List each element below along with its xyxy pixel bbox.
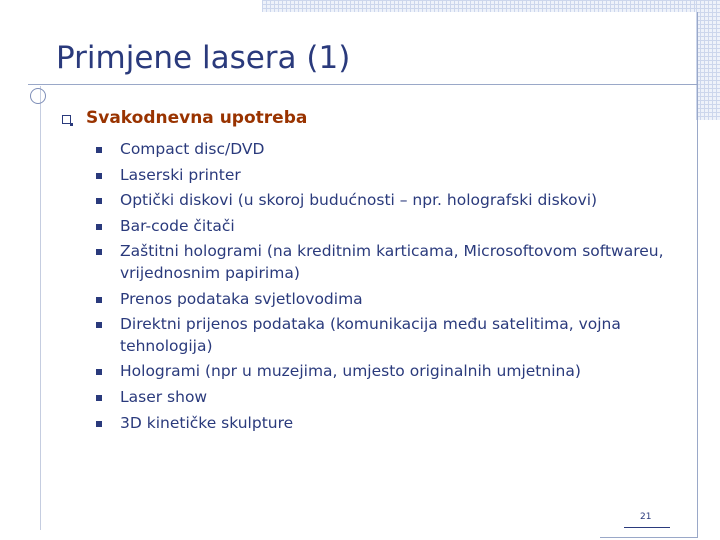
- bullet-list: [96, 137, 696, 436]
- square-bullet-icon: [96, 173, 102, 179]
- list-item: [96, 411, 696, 437]
- list-item-text: Hologrami (npr u muzejima, umjesto originalnih umjetnina): [120, 362, 581, 381]
- list-item: [96, 163, 696, 189]
- page-number-underline: [624, 527, 670, 528]
- square-bullet-icon: [96, 198, 102, 204]
- list-item: [96, 312, 696, 359]
- checkbox-bullet-icon: [62, 115, 71, 124]
- square-bullet-icon: [96, 297, 102, 303]
- list-item-text: Prenos podataka svjetlovodima: [120, 289, 363, 308]
- list-item-text: Compact disc/DVD: [120, 140, 265, 158]
- square-bullet-icon: [96, 369, 102, 375]
- list-item-text: 3D kinetičke skulpture: [120, 413, 294, 432]
- list-item: [96, 239, 696, 286]
- list-item: [96, 359, 696, 385]
- list-item-text: Direktni prijenos podataka (komunikacija među satelitima, vojna tehnologija): [120, 315, 621, 355]
- square-bullet-icon: [96, 249, 102, 255]
- crosshair-icon: [30, 88, 46, 104]
- list-item-text: Zaštitni hologrami (na kreditnim karticama, Microsoftovom softwareu, vrijednosnim papirima): [120, 242, 664, 282]
- list-item-text: Bar-code čitači: [120, 216, 235, 235]
- list-item: [96, 287, 696, 313]
- frame-line-bottom: [600, 537, 698, 538]
- square-bullet-icon: [96, 224, 102, 230]
- page-number: 21: [640, 512, 652, 522]
- square-bullet-icon: [96, 395, 102, 401]
- list-item: [96, 188, 696, 214]
- list-item: [96, 385, 696, 411]
- frame-line-right: [697, 12, 698, 538]
- list-item-text: Laserski printer: [120, 165, 241, 184]
- list-item-text: Laser show: [120, 387, 208, 406]
- square-bullet-icon: [96, 322, 102, 328]
- slide-title: Primjene lasera (1): [56, 40, 351, 76]
- square-bullet-icon: [96, 421, 102, 427]
- section-heading: Svakodnevna upotreba: [86, 108, 308, 128]
- list-item: [96, 137, 696, 163]
- list-item-text: Optički diskovi (u skoroj budućnosti – npr. holografski diskovi): [120, 191, 598, 210]
- list-item: [96, 214, 696, 240]
- decorative-grid-right: [696, 0, 720, 120]
- square-bullet-icon: [96, 147, 102, 153]
- frame-line-left: [40, 86, 41, 530]
- frame-line-top: [28, 84, 698, 85]
- section-header: [62, 108, 307, 128]
- decorative-grid-top: [262, 0, 720, 12]
